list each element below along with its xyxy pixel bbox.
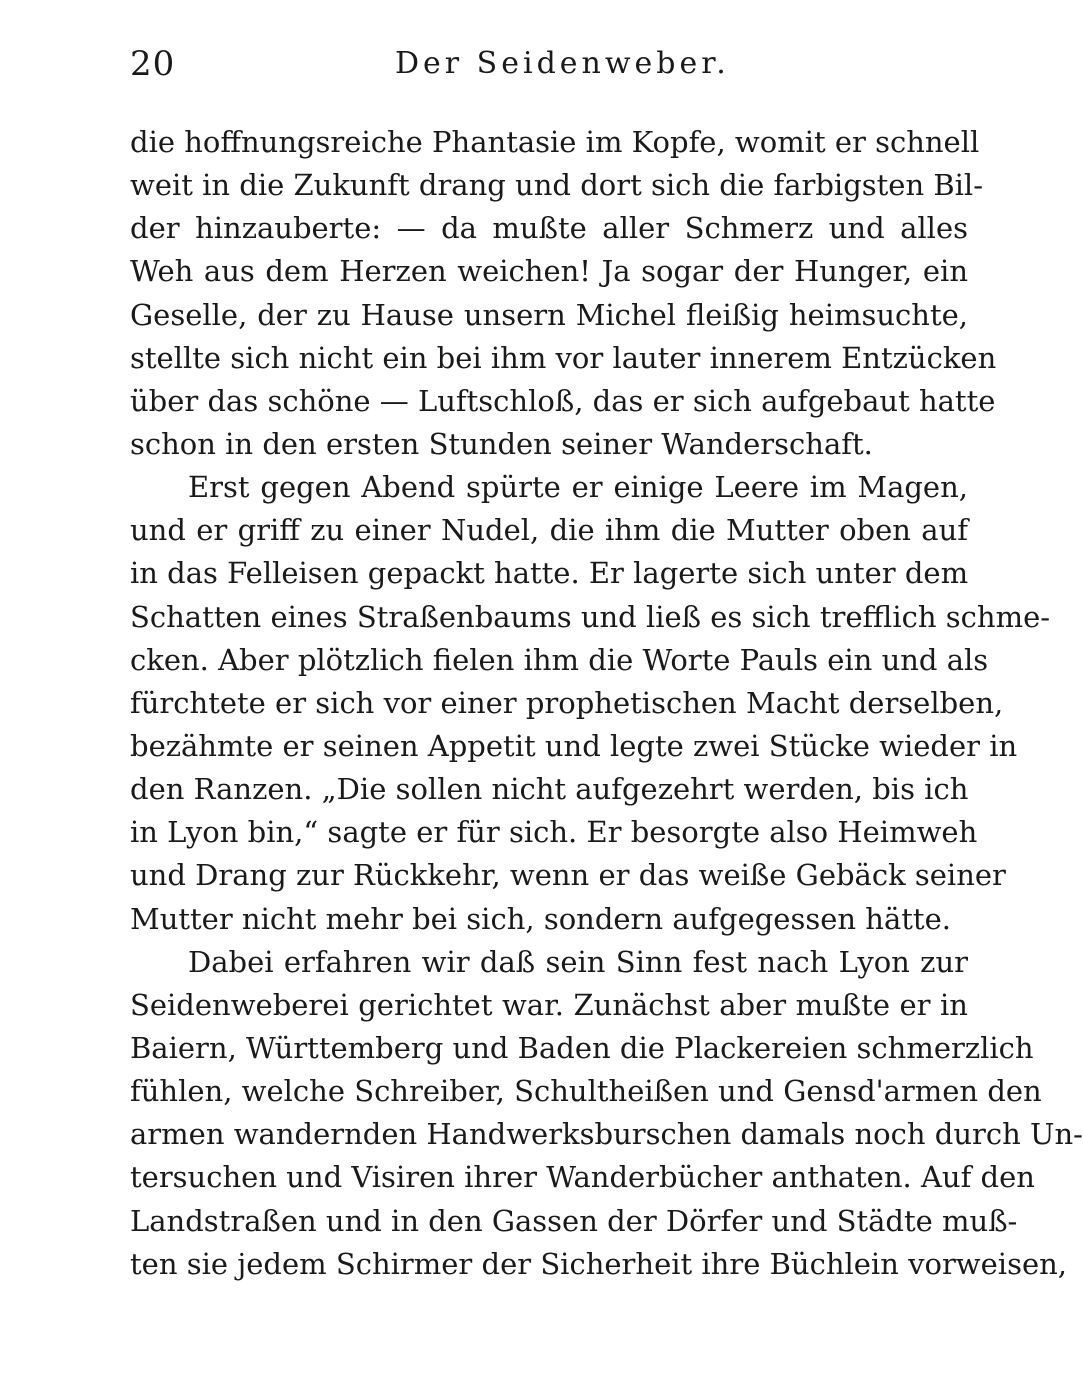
page-header <box>130 44 968 94</box>
text-line: weit in die Zukunft drang und dort sich die farbigsten Bil- <box>130 168 984 203</box>
text-line: und er griff zu einer Nudel, die ihm die Mutter oben auf <box>130 513 968 548</box>
text-line: Dabei erfahren wir daß sein Sinn fest nach Lyon zur <box>188 944 968 979</box>
text-line: die hoffnungsreiche Phantasie im Kopfe, womit er schnell <box>130 125 980 159</box>
text-line: in das Felleisen gepackt hatte. Er lagerte sich unter dem <box>130 556 969 591</box>
text-line: ten sie jedem Schirmer der Sicherheit ihre Büchlein vorweisen, <box>130 1246 1068 1281</box>
text-line: Landstraßen und in den Gassen der Dörfer und Städte muß- <box>130 1203 1018 1238</box>
text-line: bezähmte er seinen Appetit und legte zwei Stücke wieder in <box>130 728 1018 763</box>
running-title: Der Seidenweber. <box>395 46 730 81</box>
text-line: armen wandernden Handwerksburschen damals noch durch Un- <box>130 1117 1083 1152</box>
text-line: Mutter nicht mehr bei sich, sondern aufgegessen hätte. <box>130 901 951 936</box>
text-line: Geselle, der zu Hause unsern Michel fleißig heimsuchte, <box>130 297 968 332</box>
text-line: cken. Aber plötzlich fielen ihm die Worte Pauls ein und als <box>130 642 989 677</box>
text-line: Seidenweberei gerichtet war. Zunächst aber mußte er in <box>130 987 968 1022</box>
text-line: und Drang zur Rückkehr, wenn er das weiße Gebäck seiner <box>130 858 1006 893</box>
text-line: schon in den ersten Stunden seiner Wanderschaft. <box>130 426 873 461</box>
text-line: Baiern, Württemberg und Baden die Plackereien schmerzlich <box>130 1030 1034 1065</box>
text-line: in Lyon bin,“ sagte er für sich. Er besorgte also Heimweh <box>130 815 978 850</box>
text-line: Weh aus dem Herzen weichen! Ja sogar der Hunger, ein <box>130 254 968 289</box>
text-line: über das schöne — Luftschloß, das er sich aufgebaut hatte <box>130 383 996 418</box>
text-line: fühlen, welche Schreiber, Schultheißen und Gensd'armen den <box>130 1074 1042 1109</box>
page-number: 20 <box>130 44 176 84</box>
text-line: tersuchen und Visiren ihrer Wanderbücher anthaten. Auf den <box>130 1160 1035 1195</box>
text-line: Schatten eines Straßenbaums und ließ es sich trefflich schme- <box>130 599 1051 634</box>
body-text <box>130 121 1083 1286</box>
text-line: stellte sich nicht ein bei ihm vor lauter innerem Entzücken <box>130 340 997 375</box>
text-line: der hinzauberte: — da mußte aller Schmerz und alles <box>130 211 968 246</box>
text-line: den Ranzen. „Die sollen nicht aufgezehrt werden, bis ich <box>130 772 969 807</box>
text-line: fürchtete er sich vor einer prophetischen Macht derselben, <box>130 685 1004 720</box>
text-line: Erst gegen Abend spürte er einige Leere im Magen, <box>188 470 968 505</box>
